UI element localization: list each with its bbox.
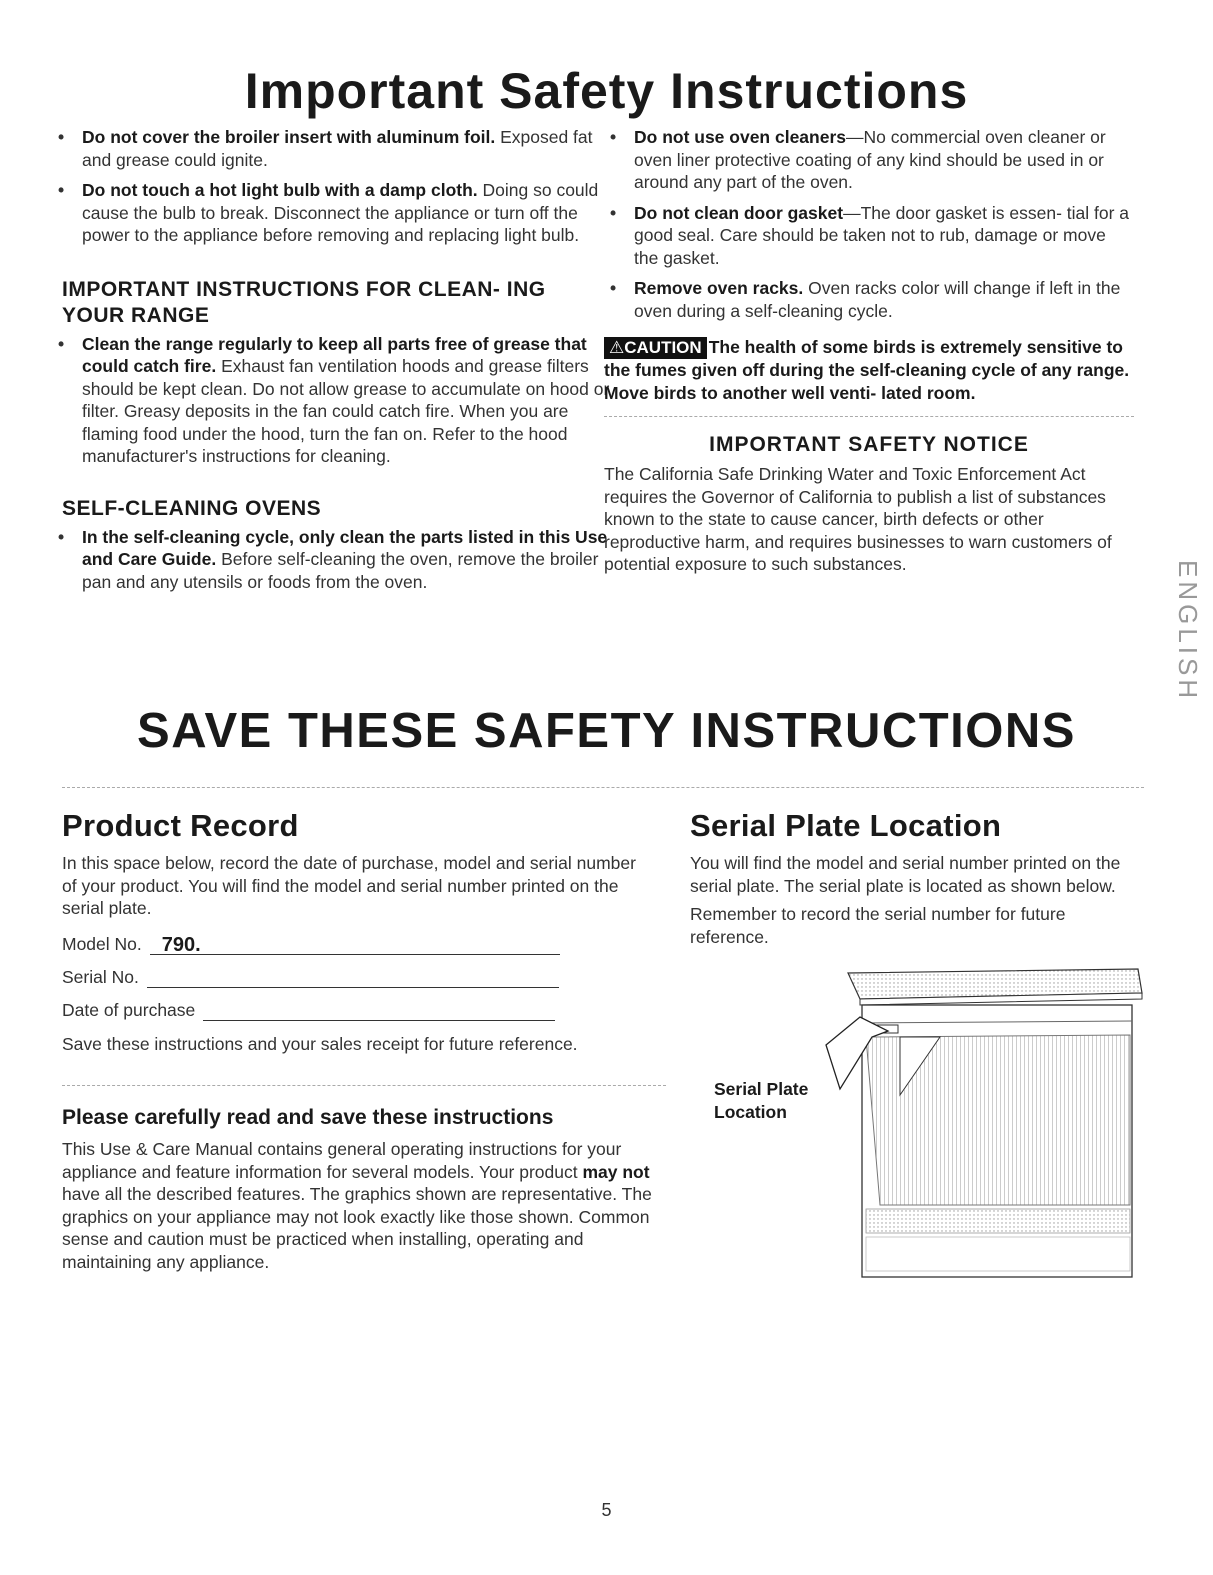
product-record-heading: Product Record xyxy=(62,808,299,843)
cleaning-heading: IMPORTANT INSTRUCTIONS FOR CLEAN- ING YOUR RANGE xyxy=(62,277,546,327)
model-label: Model No. xyxy=(62,933,142,954)
cleaning-bullet xyxy=(52,333,612,468)
model-field[interactable]: 790. xyxy=(150,934,560,955)
serial-row xyxy=(62,967,662,988)
date-label: Date of purchase xyxy=(62,999,196,1020)
serial-plate-label xyxy=(714,1078,808,1124)
please-text-after: have all the described features. The graphics shown are representative. The graphics on your appliance may not look exactly like those shown. Common sense and caution must be practiced when installing, operating and maintaining any appliance. xyxy=(62,1184,652,1272)
safety-bullet xyxy=(604,202,1134,270)
safety-bullet xyxy=(604,277,1134,322)
product-record-footer: Save these instructions and your sales receipt for future reference. xyxy=(62,1033,578,1054)
language-tab: ENGLISH xyxy=(1173,560,1203,703)
caution-text: The health of some birds is extremely sensitive to the fumes given off during the self-cleaning cycle of any range. Move birds to another well venti- lated room. xyxy=(604,337,1130,403)
label-line-1: Serial Plate xyxy=(714,1079,809,1099)
serial-field[interactable] xyxy=(147,967,559,988)
safety-bullet xyxy=(52,126,612,171)
product-record-section xyxy=(62,808,662,1273)
bullet-bold: Do not touch a hot light bulb with a damp cloth. xyxy=(82,180,478,200)
serial-label: Serial No. xyxy=(62,966,139,987)
notice-heading: IMPORTANT SAFETY NOTICE xyxy=(709,433,1029,456)
bullet-text: —No commercial oven cleaner or oven liner protective coating of any kind should be used in or around any part of the oven. xyxy=(634,127,1106,192)
bullet-bold: Do not clean door gasket xyxy=(634,202,844,223)
divider xyxy=(62,1085,666,1086)
self-cleaning-bullet xyxy=(52,526,612,594)
bullet-text: Oven racks color will change if left in the oven during a self-cleaning cycle. xyxy=(634,278,1121,321)
bullet-text: —The door gasket is essen- tial for a good seal. Care should be taken not to rub, damage or move the gasket. xyxy=(634,202,1130,268)
bullet-bold: Remove oven racks. xyxy=(634,278,804,298)
caution-block xyxy=(604,336,1134,404)
serial-plate-text: You will find the model and serial number printed on the serial plate. The serial plate is located as shown below. xyxy=(690,853,1121,896)
please-read-heading: Please carefully read and save these instructions xyxy=(62,1106,554,1129)
divider xyxy=(604,416,1134,417)
left-column xyxy=(52,126,612,593)
date-row xyxy=(62,1000,662,1021)
please-text-before: This Use & Care Manual contains general operating instructions for your appliance and feature information for several models. Your product xyxy=(62,1139,622,1182)
right-column xyxy=(604,126,1134,576)
serial-plate-section xyxy=(690,808,1150,948)
please-text-bold: may not xyxy=(582,1161,650,1182)
serial-plate-heading: Serial Plate Location xyxy=(690,808,1002,843)
bullet-bold: Do not use oven cleaners xyxy=(634,127,847,147)
bullet-bold: Do not cover the broiler insert with aluminum foil. xyxy=(82,127,496,147)
page-title: Important Safety Instructions xyxy=(244,63,969,119)
notice-text: The California Safe Drinking Water and Toxic Enforcement Act requires the Governor of California to publish a list of substances known to the state to cause cancer, birth defects or other reproductive harm, and requires businesses to warn customers of potential exposure to such substances. xyxy=(604,464,1112,574)
safety-bullet xyxy=(604,126,1134,194)
safety-bullet xyxy=(52,179,612,247)
range-illustration xyxy=(820,965,1150,1285)
bullet-text: Doing so could cause the bulb to break. Disconnect the appliance or turn off the power to the appliance before removing and replacing light bulb. xyxy=(82,180,599,245)
range-drawing xyxy=(820,965,1150,1285)
divider xyxy=(62,787,1144,788)
product-record-intro: In this space below, record the date of purchase, model and serial number of your product. You will find the model and serial number printed on the serial plate. xyxy=(62,853,636,918)
model-row xyxy=(62,934,662,955)
please-read-text xyxy=(62,1138,652,1273)
serial-plate-reminder: Remember to record the serial number for future reference. xyxy=(690,904,1066,947)
page-number: 5 xyxy=(601,1500,612,1520)
bullet-text: Exhaust fan ventilation hoods and grease filters should be kept clean. Do not allow grease to accumulate on hood or filter. Greasy deposits in the fan could catch fire. When you are flaming food under the hood, turn the fan on. Refer to the hood manufacturer's instructions for cleaning. xyxy=(82,356,610,466)
bullet-text: Exposed fat and grease could ignite. xyxy=(82,127,593,170)
self-cleaning-heading: SELF-CLEANING OVENS xyxy=(62,496,322,520)
bullet-bold: Clean the range regularly to keep all parts free of grease that could catch fire. xyxy=(82,333,587,376)
caution-badge: ⚠CAUTION xyxy=(604,337,707,359)
save-instructions-title: SAVE THESE SAFETY INSTRUCTIONS xyxy=(137,704,1076,758)
label-line-2: Location xyxy=(714,1102,787,1122)
date-field[interactable] xyxy=(203,1000,555,1021)
bullet-bold: In the self-cleaning cycle, only clean the parts listed in this Use and Care Guide. xyxy=(82,526,608,569)
bullet-text: Before self-cleaning the oven, remove the broiler pan and any utensils or foods from the oven. xyxy=(82,549,599,592)
